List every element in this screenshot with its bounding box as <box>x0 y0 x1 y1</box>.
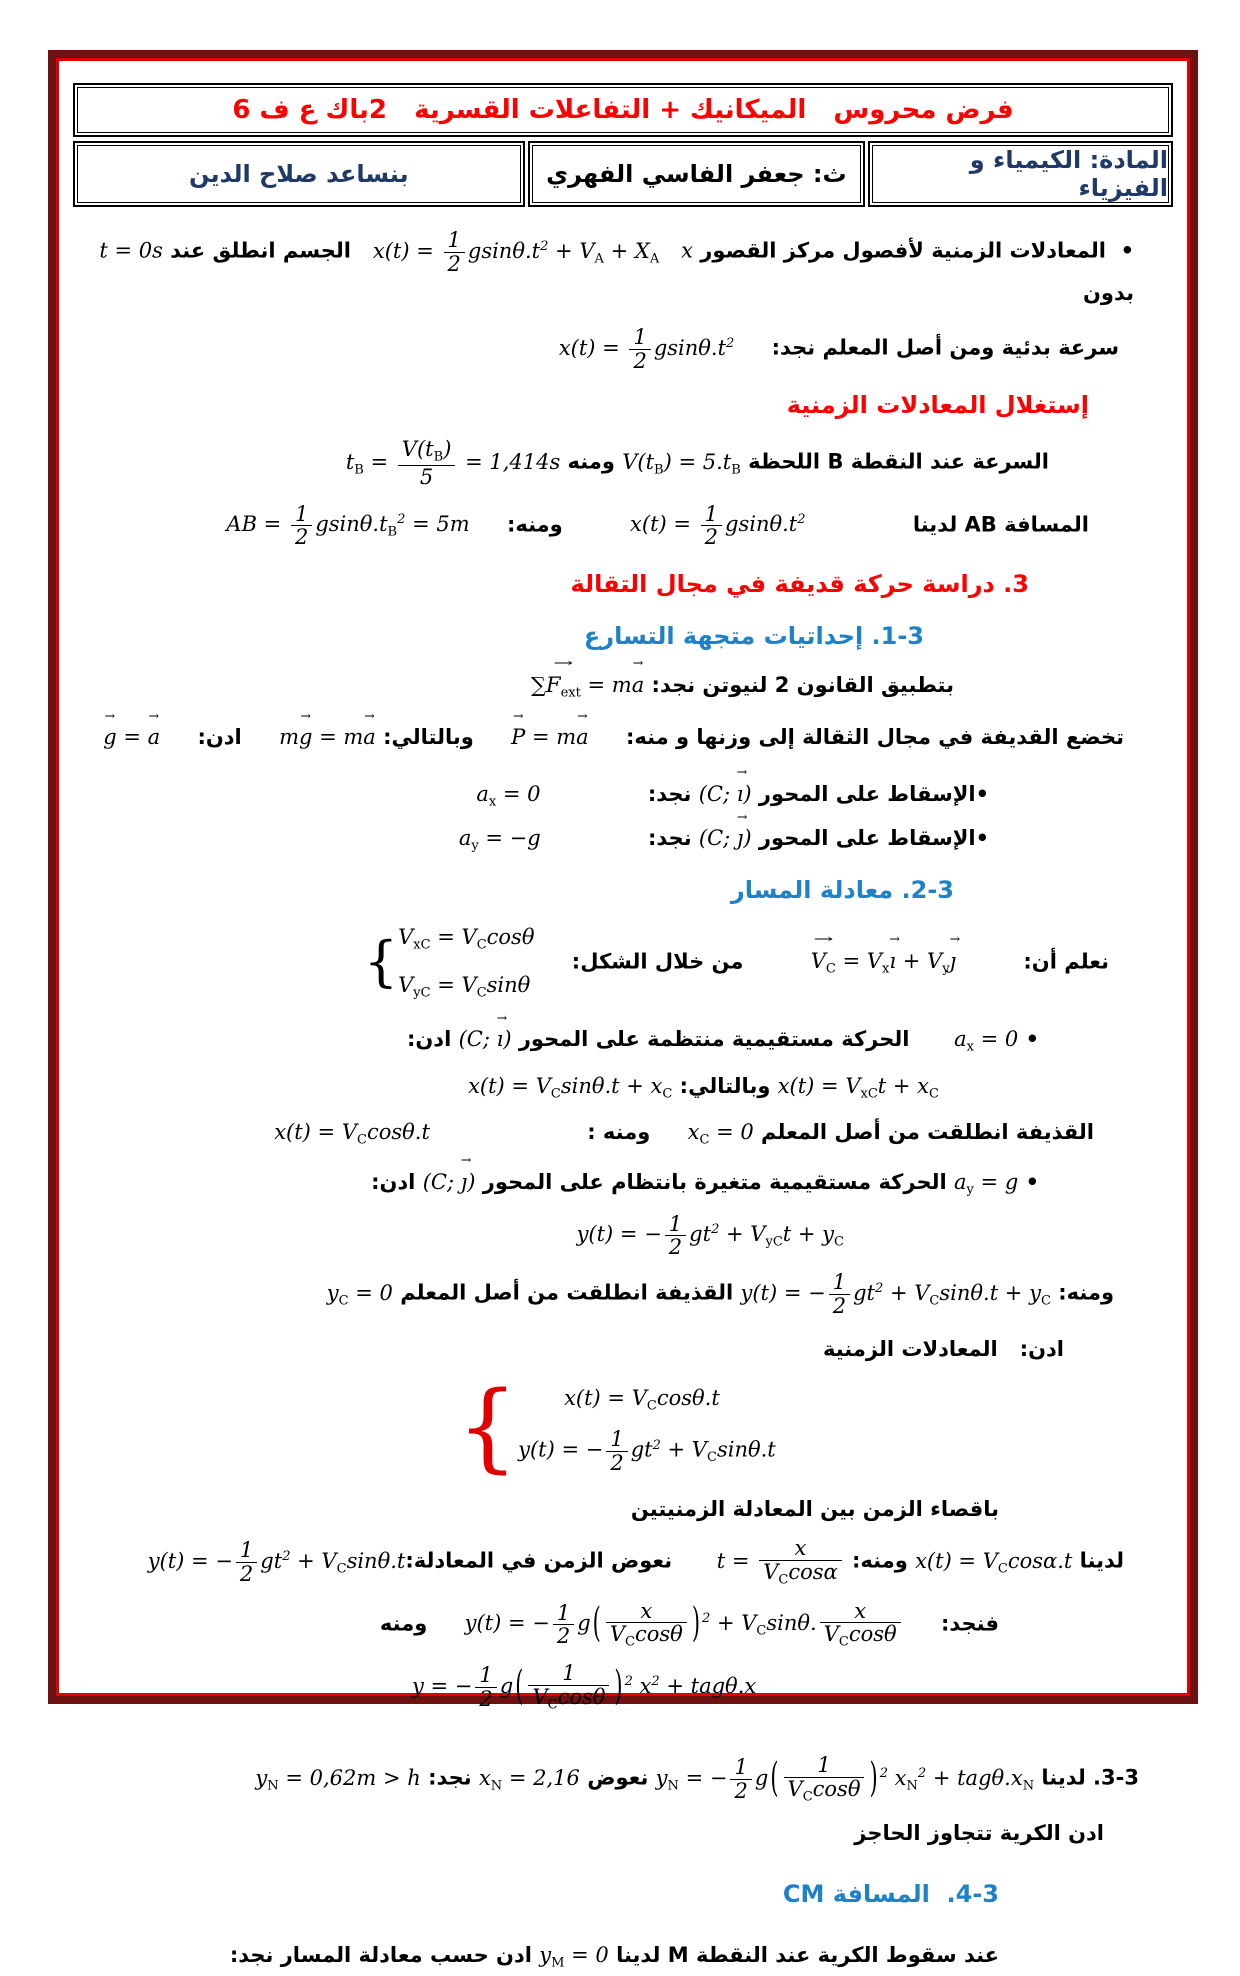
bullet-projection-y-axis: •الإسقاط على المحور (C; → ȷ) نجد: $a_y = -g$ <box>72 820 1174 858</box>
equation-trajectory-final: y = − $\frac{1}{2}$ g( $\frac{1}{V_C\cos\theta}$ ) $^2$ $x^2 + tag\theta.x$ <box>412 1660 757 1713</box>
heading-section-3-projectile: 3. دراسة حركة قديفة في مجال التقالة <box>570 570 1029 599</box>
bullet-projection-x-axis: •الإسقاط على المحور (C; → ı) نجد: $a_x = 0$ <box>72 776 1174 814</box>
para-distance-AB: المسافة AB لدينا x(t) = $\frac{1}{2}$ $gsin\theta.t^2$ ومنه: AB = $\frac{1}{2}$ $gsin\theta.t_B^2 = 5m$ <box>226 501 1089 550</box>
para-weight-only: تخضع القديفة في مجال الثقالة إلى وزنها و منه: → P = m→ a وبالتالي: m→ g = m→ a ادن: → g = → a <box>72 719 1174 756</box>
heading-3-2-trajectory-equation: 2-3. معادلة المسار <box>730 875 954 904</box>
page-content <box>62 64 1184 1971</box>
system-time-equations: { $x(t) = V_C\cos\theta.t$ y(t) = − $\frac{1}{2}$ $gt^2 + V_C\sin\theta.t$ <box>457 1370 776 1483</box>
para-x-origin: القذيفة انطلقت من أصل المعلم $x_C = 0$ ومنه : $x(t) = V_C\cos\theta.t$ <box>274 1119 1094 1148</box>
header-assistant: بنساعد صلاح الدين <box>77 145 521 203</box>
para-velocity-components-system: نعلم أن: → $V_C = V_x\to$ ı + $V_y\to$ ȷ من خلال الشكل: { $V_{xC} = V_C\cos\theta$ $V_{yC} = V_C\sin\theta$ <box>72 919 1174 1006</box>
para-y-equation: y(t) = − $\frac{1}{2}$ $gt^2 + V_{yC}t + y_C$ <box>576 1211 844 1260</box>
header-teacher: ث: جعفر الفاسي الفهري <box>532 145 862 203</box>
para-speed-at-B: السرعة عند النقطة B اللحظة $V(t_B) = 5.t_B$ ومنه $t_B$ = $\frac{V(t_B)}{5}$ = 1,414s <box>345 437 1049 490</box>
page-border-frame <box>48 50 1198 1971</box>
solution-body <box>72 229 1174 1976</box>
heading-3-4-distance-CM: 4-3. المسافة CM <box>782 1880 999 1909</box>
para-then-time-equations: ادن: المعادلات الزمنية <box>823 1337 1064 1362</box>
bullet-uniformly-varied-motion-y: • $a_y = g$ الحركة مستقيمية متغيرة بانتظام على المحور (C; → ȷ) ادن: <box>72 1164 1174 1202</box>
para-initial-speed: سرعة بدئية ومن أصل المعلم نجد: x(t) = $\frac{1}{2}$ $gsin\theta.t^2$ <box>558 325 1119 373</box>
para-3-3-yN-check: 3-3. لدينا $y_N$ = − $\frac{1}{2}$ g( $\frac{1}{V_C\cos\theta}$ ) $^2$ $x_N^2 + tag\theta.x_N$ نعوض $x_N = 2,16$ نجد: $y_N = 0,62m > h$ <box>255 1753 1139 1805</box>
para-x-equation: $x(t) = V_{xC}t + x_C$ وبالتالي: $x(t) = V_C\sin\theta.t + x_C$ <box>468 1073 939 1102</box>
header-table <box>74 87 1172 203</box>
para-we-find-trajectory: فنجد: y(t) = − $\frac{1}{2}$ g( $\frac{x}{V_C\cos\theta}$ ) $^2 + V_C\sin\theta$. $\frac{x}{V_C\cos\theta}$ ومنه <box>379 1598 999 1650</box>
para-substitute-time: لدينا $x(t) = V_C\cos\alpha.t$ ومنه: t = $\frac{x}{V_C\cos\alpha}$ نعوض الزمن في المعادلة:y(t) = − $\frac{1}{2}$ $gt^2 + V_C\sin\theta.t$ <box>147 1536 1124 1588</box>
header-subject: المادة: الكيمياء و الفيزياء <box>872 145 1169 203</box>
para-y-origin: ومنه: y(t) = − $\frac{1}{2}$ $gt^2 + V_C\sin\theta.t + y_C$ القذيفة انطلقت من أصل المعلم $y_C = 0$ <box>326 1269 1114 1318</box>
header-info-row <box>77 145 1169 203</box>
exam-title: فرض محروس الميكانيك + التفاعلات القسرية 2باك ع ف 6 <box>77 87 1169 133</box>
para-fall-at-point-M: عند سقوط الكرية عند النقطة M لدينا $y_M = 0$ ادن حسب معادلة المسار نجد: <box>229 1943 999 1971</box>
heading-exploit-time-equations: إستغلال المعادلات الزمنية <box>786 391 1089 420</box>
heading-3-1-acceleration-vector: 1-3. إحداتيات متجهة التسارع <box>583 622 924 651</box>
para-time-equations-bullet: • المعادلات الزمنية لأفصول مركز القصور x x(t) = $\frac{1}{2}$ $gsin\theta.t^2 + V_A + X_A$ الجسم انطلق عند t = 0s بدون <box>99 228 1134 306</box>
para-newton-second-law: بتطبيق القانون 2 لنيوتن نجد: ∑→ $F_{ext} = m\to a$ <box>72 667 1174 705</box>
para-ball-passes-barrier: ادن الكرية تتجاوز الحاجز <box>854 1820 1104 1845</box>
bullet-uniform-motion-x: • $a_x = 0$ الحركة مستقيمية منتظمة على المحور (C; → ı) ادن: <box>72 1021 1174 1059</box>
para-eliminate-time: باقصاء الزمن بين المعادلة الزمنيتين <box>630 1496 999 1521</box>
